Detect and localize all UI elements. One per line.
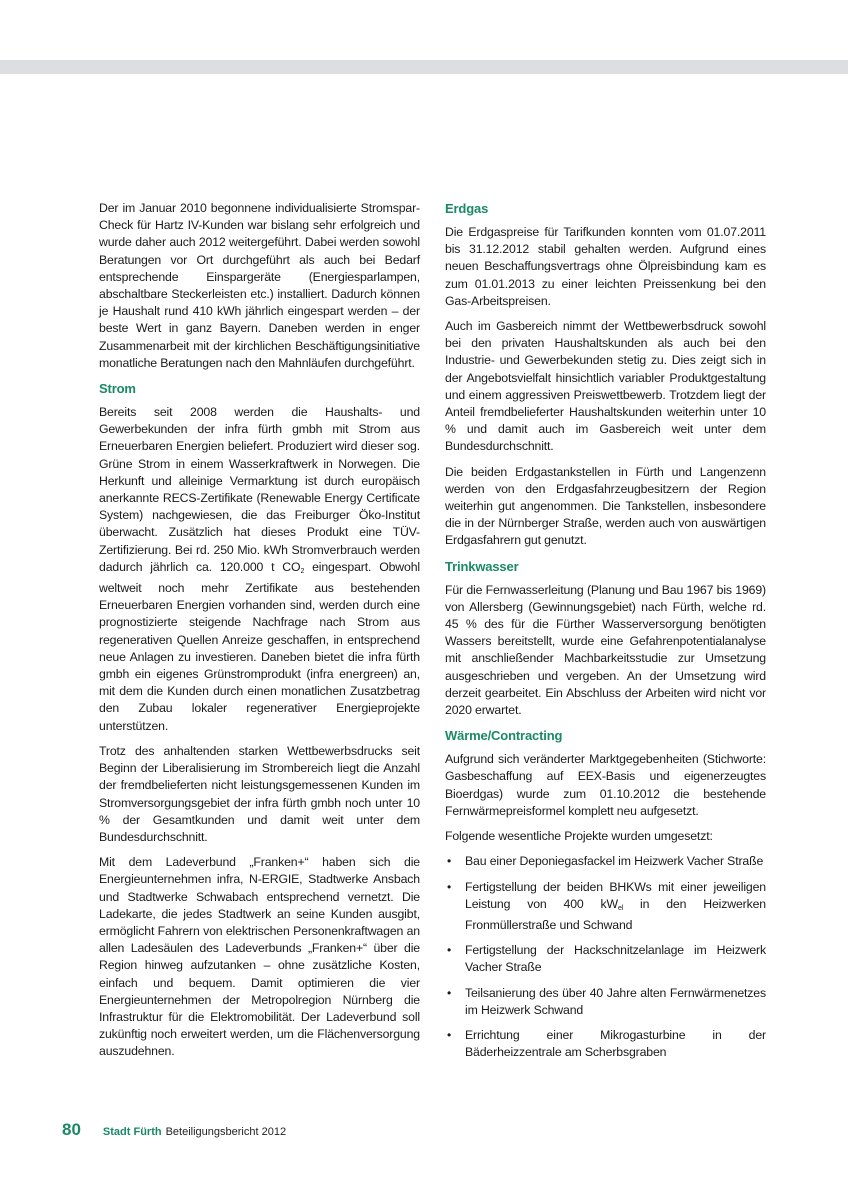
section-heading-waerme: Wärme/Contracting xyxy=(445,728,563,744)
strom-p1-text-cont: eingespart. Obwohl weltweit noch mehr Zertifikate aus bestehenden Erneuerbaren Energien vorhanden sind, werden durch eine prognostizierte steigende Nachfrage nach Strom aus regenerativen Quellen Anreize geschaffen, in entsprechend neue Anlagen zu investieren. Daneben bietet die infra fürth gmbh ein eigenes Grünstromprodukt (infra energreen) an, mit dem die Kunden durch einen monatlichen Zusatzbetrag den Zubau lokaler regenerativer Energieprojekte unterstützen. xyxy=(99,559,420,733)
strom-paragraph-3: Mit dem Ladeverbund „Franken+“ haben sich die Energieunternehmen infra, N-ERGIE, Stadtwerke Ansbach und Stadtwerke Schwabach entsprechend vernetzt. Die Ladekarte, die jedes Stadtwerk an seine Kunden ausgibt, ermöglicht Fahrern von elektrischen Personenkraftwagen an allen Ladesäulen des Ladeverbunds „Franken+“ über die Region hinweg aufzutanken – ohne zusätzliche Kosten, einfach und bequem. Damit optimieren die vier Energieunternehmen der Metropolregion Nürnberg die Infrastruktur für die Elektromobilität. Der Ladeverbund soll zukünftig noch erweitert werden, um die Flächenversorgung auszudehnen. xyxy=(99,855,420,1059)
project-list xyxy=(445,853,766,1061)
section-heading-erdgas: Erdgas xyxy=(445,201,489,216)
erdgas-paragraph-3: Die beiden Erdgastankstellen in Fürth und Langenzenn werden von den Erdgasfahrzeugbesitzern der Region weiterhin gut angenommen. Die Tankstellen, insbesondere die in der Nürnberger Straße, werden auch von auswärtigen Erdgasfahrern gut genutzt. xyxy=(445,464,766,548)
bullet-icon: • xyxy=(447,879,452,894)
left-column xyxy=(99,200,420,1069)
erdgas-paragraph-2: Auch im Gasbereich nimmt der Wettbewerbsdruck sowohl bei den privaten Haushaltskunden als auch bei den Industrie- und Gewerbekunden stetig zu. Dies zeigt sich in der Angebotsvielfalt hinsichtlich variabler Produktgestaltung und einem aggressiven Preiswettbewerb. Trotzdem liegt der Anteil fremdbelieferter Haushaltskunden weiterhin unter 10 % und damit auch im Gasbereich weit unter dem Bundesdurchschnitt. xyxy=(445,319,766,454)
erdgas-paragraph-1: Die Erdgaspreise für Tarifkunden konnten vom 01.07.2011 bis 31.12.2012 stabil gehalten werden. Aufgrund eines neuen Beschaffungsvertrags ohne Ölpreisbindung kam es zum 01.01.2013 zu einer leichten Preissenkung bei den Gas-Arbeitspreisen. xyxy=(445,225,766,308)
section-heading-trinkwasser: Trinkwasser xyxy=(445,558,519,574)
list-item: • Teilsanierung des über 40 Jahre alten Fernwärmenetzes im Heizwerk Schwand xyxy=(447,985,766,1017)
bullet-icon: • xyxy=(447,943,452,958)
bullet-icon: • xyxy=(447,985,452,1000)
strom-paragraph-1 xyxy=(99,404,420,735)
waerme-paragraph-2: Folgende wesentliche Projekte wurden umgesetzt: xyxy=(445,829,713,844)
trinkwasser-paragraph-1: Für die Fernwasserleitung (Planung und Bau 1967 bis 1969) von Allersberg (Gewinnungsgebiet) nach Fürth, welche rd. 45 % des für die Fürther Wasserversorgung benötigten Wassers bereitstellt, wurde eine Gefahrenpotentialanalyse mit anschließender Machbarkeitsstudie zur Umsetzung ausgeschrieben und vergeben. An der Umsetzung wird derzeit gearbeitet. Ein Abschluss der Arbeiten wird nicht vor 2020 erwartet. xyxy=(445,582,766,718)
page-footer xyxy=(62,1120,286,1140)
list-item: • Bau einer Deponiegasfackel im Heizwerk Vacher Straße xyxy=(445,853,766,870)
page-number: 80 xyxy=(62,1120,81,1139)
footer-title: Beteiligungsbericht 2012 xyxy=(165,1126,287,1138)
strom-paragraph-2: Trotz des anhaltenden starken Wettbewerbsdrucks seit Beginn der Liberalisierung im Strombereich liegt die Anzahl der fremdbelieferten nicht leistungsgemessenen Kunden im Stromversorgungsgebiet der infra fürth gmbh noch unter 10 % der Gesamtkunden und damit weit unter dem Bundesdurchschnitt. xyxy=(99,743,420,844)
section-heading-strom: Strom xyxy=(99,381,136,397)
right-column xyxy=(445,200,766,1069)
intro-paragraph: Der im Januar 2010 begonnene individualisierte Stromspar-Check für Hartz IV-Kunden war bislang sehr erfolgreich und wurde daher auch 2012 weitergeführt. Dabei werden sowohl Beratungen vor Ort durchgeführt als auch bei Bedarf entsprechende Einspargeräte (Energiesparlampen, abschaltbare Steckerleisten etc.) installiert. Dadurch können je Haushalt rund 410 kWh jährlich eingespart werden – der beste Wert in ganz Bayern. Daneben werden in enger Zusammenarbeit mit der kirchlichen Beschäftigungsinitiative monatliche Beratungen nach den Mahnläufen durchgeführt. xyxy=(99,201,420,370)
strom-p1-text: Bereits seit 2008 werden die Haushalts- und Gewerbekunden der infra fürth gmbh mit Strom aus Erneuerbaren Energien beliefert. Produziert wird dieser sog. Grüne Strom in einem Wasserkraftwerk in Norwegen. Die Herkunft und alleinige Vermarktung ist durch europäisch anerkannte RECS-Zertifikate (Renewable Energy Certificate System) nachgewiesen, die das Freiburger Öko-Institut überwacht. Zusätzlich hat dieses Produkt eine TÜV-Zertifizierung. Bei rd. 250 Mio. kWh Stromverbrauch werden dadurch jährlich ca. 120.000 t CO xyxy=(99,405,420,574)
el-subscript: el xyxy=(617,904,624,912)
list-item: • Errichtung einer Mikrogasturbine in der Bäderheizzentrale am Scherbsgraben xyxy=(447,1027,766,1060)
bullet-icon: • xyxy=(447,854,452,869)
list-item: • Fertigstellung der beiden BHKWs mit einer jeweiligen Leistung von 400 $kW_{el}$ in den Heizwerken Fronmüllerstraße und Schwand xyxy=(447,879,766,932)
bullet-icon: • xyxy=(447,1027,452,1042)
waerme-paragraph-1: Aufgrund sich veränderter Marktgegebenheiten (Stichworte: Gasbeschaffung auf EEX-Basis und eigenerzeugtes Bioerdgas) wurde zum 01.10.2012 die bestehende Fernwärmepreisformel komplett neu aufgesetzt. xyxy=(445,752,766,818)
header-band xyxy=(0,60,848,74)
co2-subscript: 2 xyxy=(300,567,305,575)
list-item: • Fertigstellung der Hackschnitzelanlage im Heizwerk Vacher Straße xyxy=(447,943,766,975)
footer-brand: Stadt Fürth xyxy=(102,1126,162,1138)
